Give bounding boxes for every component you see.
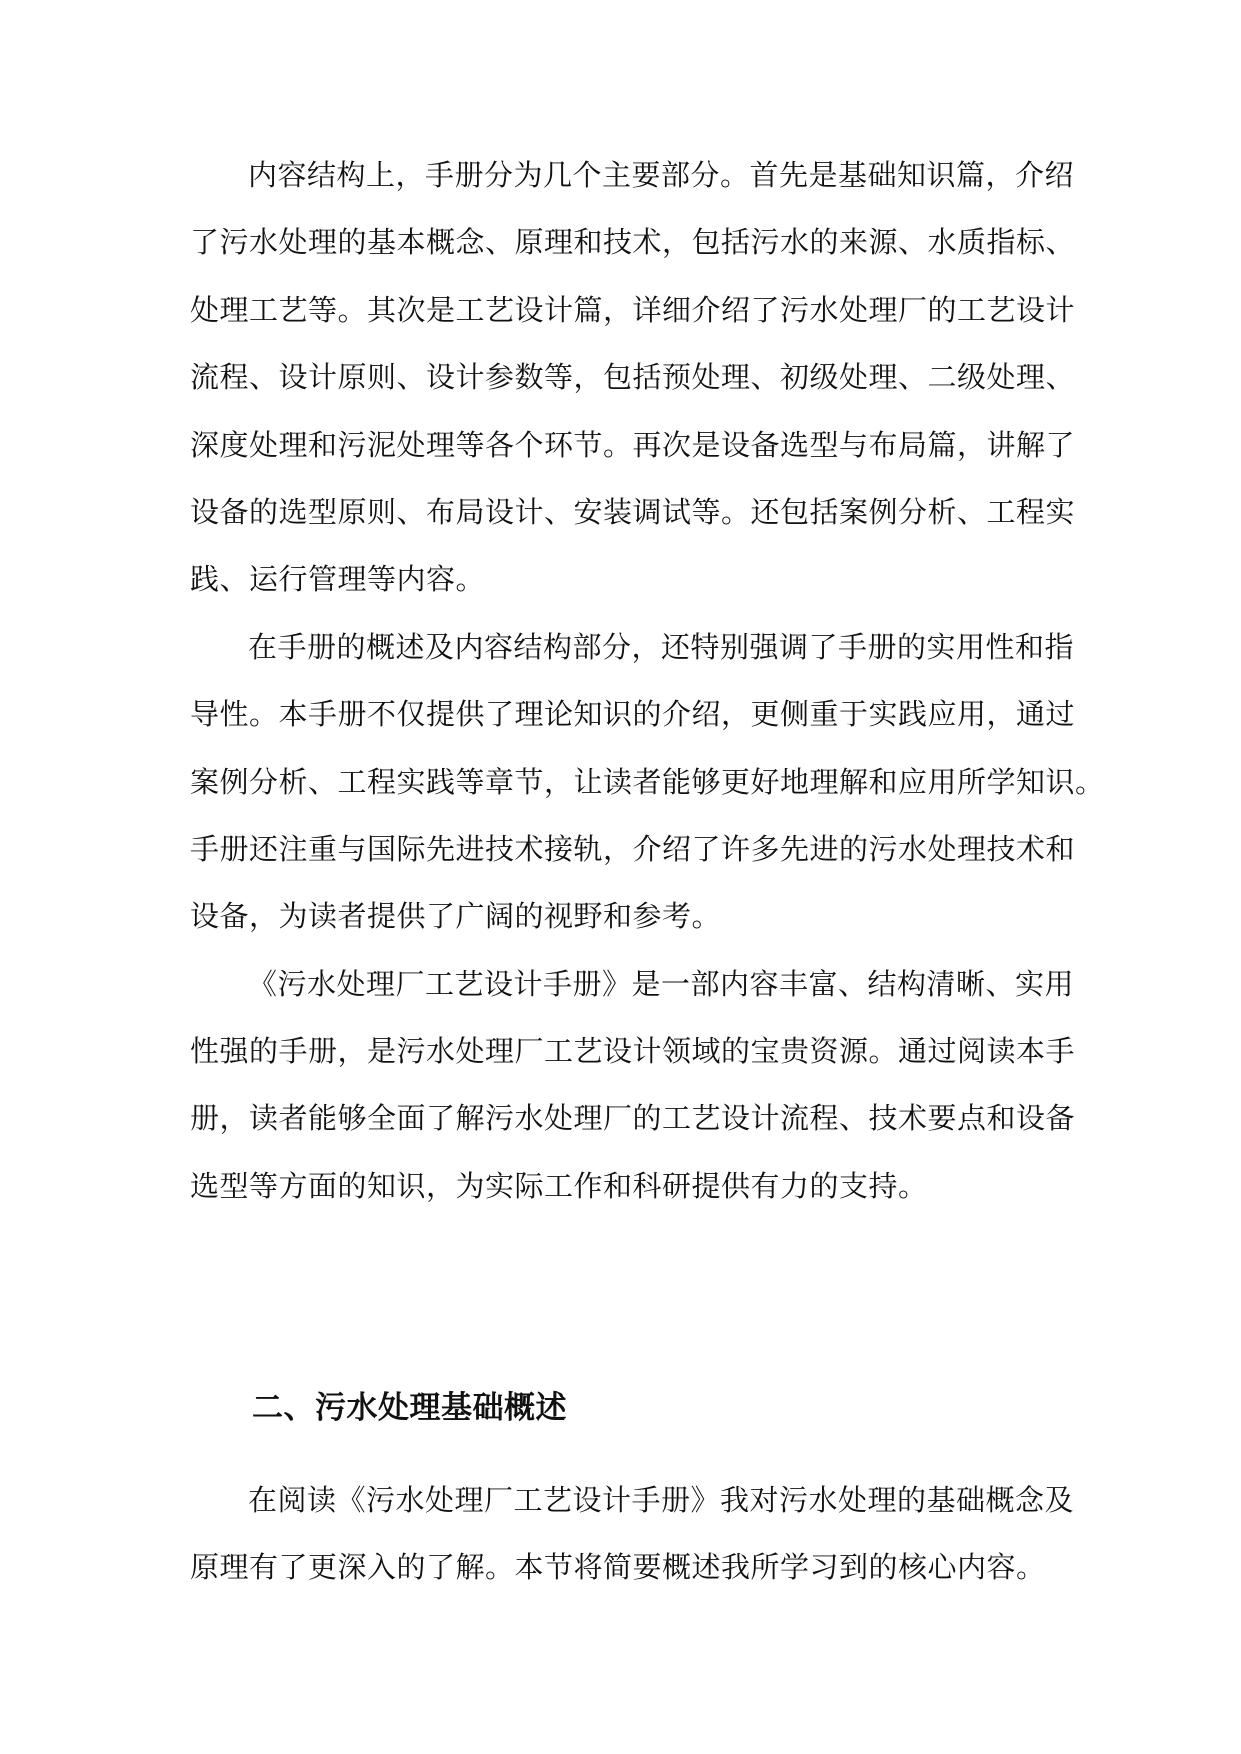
- text-line: 践、运行管理等内容。: [190, 562, 486, 597]
- paragraph-summary: [190, 951, 1076, 1221]
- text-line: 性强的手册，是污水处理厂工艺设计领域的宝贵资源。通过阅读本手: [190, 1034, 1076, 1069]
- text-line: 导性。本手册不仅提供了理论知识的介绍，更侧重于实践应用，通过: [190, 697, 1076, 732]
- text-line: 手册还注重与国际先进技术接轨，介绍了许多先进的污水处理技术和: [190, 831, 1076, 866]
- text-line: 选型等方面的知识，为实际工作和科研提供有力的支持。: [190, 1168, 928, 1203]
- section-heading: 二、污水处理基础概述: [252, 1390, 567, 1426]
- paragraph-section-intro: [190, 1467, 1075, 1602]
- section-body-text: [190, 1467, 1075, 1602]
- text-line: 案例分析、工程实践等章节，让读者能够更好地理解和应用所学知识。: [190, 764, 1105, 799]
- text-line: 在阅读《污水处理厂工艺设计手册》我对污水处理的基础概念及: [248, 1483, 1075, 1517]
- text-line: 流程、设计原则、设计参数等，包括预处理、初级处理、二级处理、: [190, 360, 1076, 395]
- text-line: 处理工艺等。其次是工艺设计篇，详细介绍了污水处理厂的工艺设计: [190, 292, 1076, 327]
- text-line: 深度处理和污泥处理等各个环节。再次是设备选型与布局篇，讲解了: [190, 427, 1076, 462]
- body-text: [190, 142, 1105, 1220]
- text-line: 内容结构上，手册分为几个主要部分。首先是基础知识篇，介绍: [248, 158, 1075, 192]
- text-line: 原理有了更深入的了解。本节将简要概述我所学习到的核心内容。: [190, 1550, 1046, 1585]
- text-line: 了污水处理的基本概念、原理和技术，包括污水的来源、水质指标、: [190, 225, 1076, 260]
- text-line: 在手册的概述及内容结构部分，还特别强调了手册的实用性和指: [248, 629, 1075, 664]
- text-line: 设备的选型原则、布局设计、安装调试等。还包括案例分析、工程实: [190, 494, 1076, 529]
- paragraph-practicality: [190, 614, 1105, 951]
- text-line: 设备，为读者提供了广阔的视野和参考。: [190, 899, 722, 934]
- text-line: 《污水处理厂工艺设计手册》是一部内容丰富、结构清晰、实用: [248, 966, 1075, 1001]
- text-line: 册，读者能够全面了解污水处理厂的工艺设计流程、技术要点和设备: [190, 1101, 1076, 1136]
- paragraph-content-structure: [190, 142, 1076, 614]
